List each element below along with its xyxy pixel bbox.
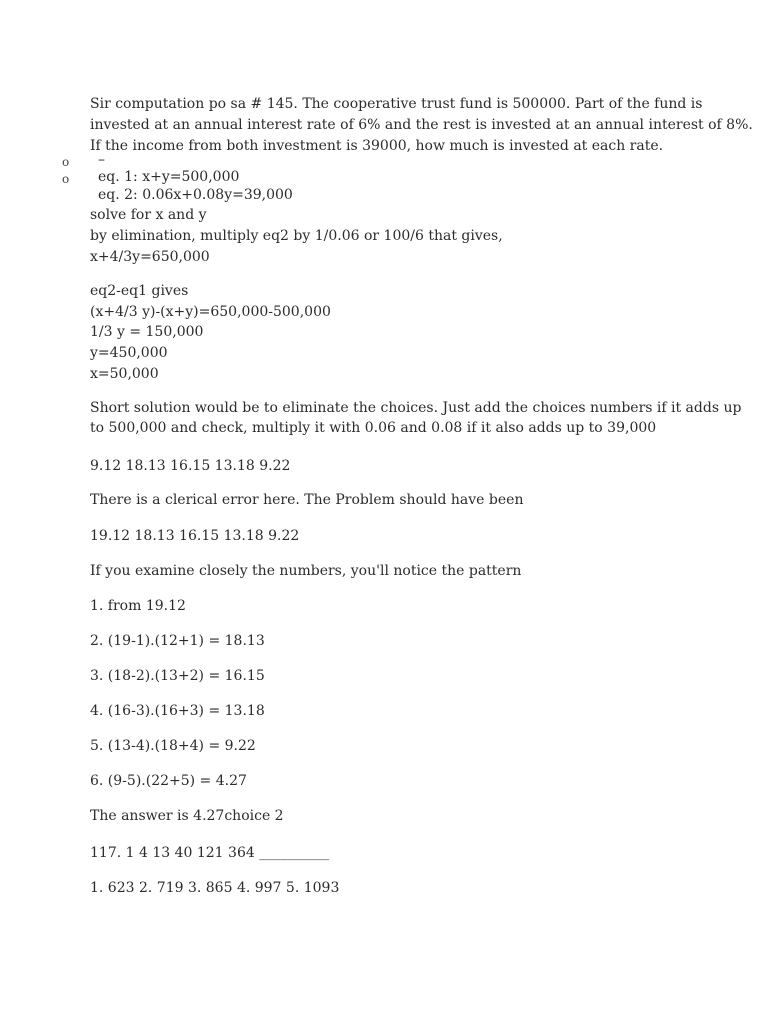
problem-line-1: Sir computation po sa # 145. The cooperative trust fund is 500000. Part of the fund is (90, 96, 703, 112)
subtraction-step: (x+4/3 y)-(x+y)=650,000-500,000 (90, 304, 331, 320)
third-y-step: 1/3 y = 150,000 (90, 324, 204, 340)
next-problem-choices: 1. 623 2. 719 3. 865 4. 997 5. 1093 (90, 880, 340, 896)
pattern-note: If you examine closely the numbers, you'll notice the pattern (90, 563, 522, 579)
equation-2: eq. 2: 0.06x+0.08y=39,000 (98, 187, 293, 203)
eq2-eq1-label: eq2-eq1 gives (90, 283, 189, 299)
elimination-step: by elimination, multiply eq2 by 1/0.06 or 100/6 that gives, (90, 228, 503, 244)
pattern-step-4: 4. (16-3).(16+3) = 13.18 (90, 703, 265, 719)
y-value: y=450,000 (90, 345, 168, 361)
equation-1: eq. 1: x+y=500,000 (98, 169, 240, 185)
given-sequence: 9.12 18.13 16.15 13.18 9.22 (90, 458, 291, 474)
corrected-sequence: 19.12 18.13 16.15 13.18 9.22 (90, 528, 300, 544)
pattern-step-5: 5. (13-4).(18+4) = 9.22 (90, 738, 256, 754)
short-solution-line-2: to 500,000 and check, multiply it with 0.06 and 0.08 if it also adds up to 39,000 (90, 420, 657, 436)
pattern-step-6: 6. (9-5).(22+5) = 4.27 (90, 773, 247, 789)
bullet-marker-2: o (62, 172, 70, 186)
answer-line: The answer is 4.27choice 2 (90, 808, 284, 824)
short-solution-line-1: Short solution would be to eliminate the choices. Just add the choices numbers if it adds up (90, 400, 742, 416)
problem-line-3: If the income from both investment is 39000, how much is invested at each rate. (90, 138, 664, 154)
bullet-marker-1: o (62, 155, 70, 169)
next-problem-question: 117. 1 4 13 40 121 364 __________ (90, 845, 330, 861)
pattern-step-1: 1. from 19.12 (90, 598, 186, 614)
bullet-dash: – (98, 152, 105, 168)
problem-line-2: invested at an annual interest rate of 6% and the rest is invested at an annual interest of 8%. (90, 117, 753, 133)
clerical-error-note: There is a clerical error here. The Problem should have been (90, 492, 524, 508)
pattern-step-2: 2. (19-1).(12+1) = 18.13 (90, 633, 265, 649)
solve-instruction: solve for x and y (90, 207, 207, 223)
pattern-step-3: 3. (18-2).(13+2) = 16.15 (90, 668, 265, 684)
result-equation: x+4/3y=650,000 (90, 249, 210, 265)
x-value: x=50,000 (90, 366, 159, 382)
